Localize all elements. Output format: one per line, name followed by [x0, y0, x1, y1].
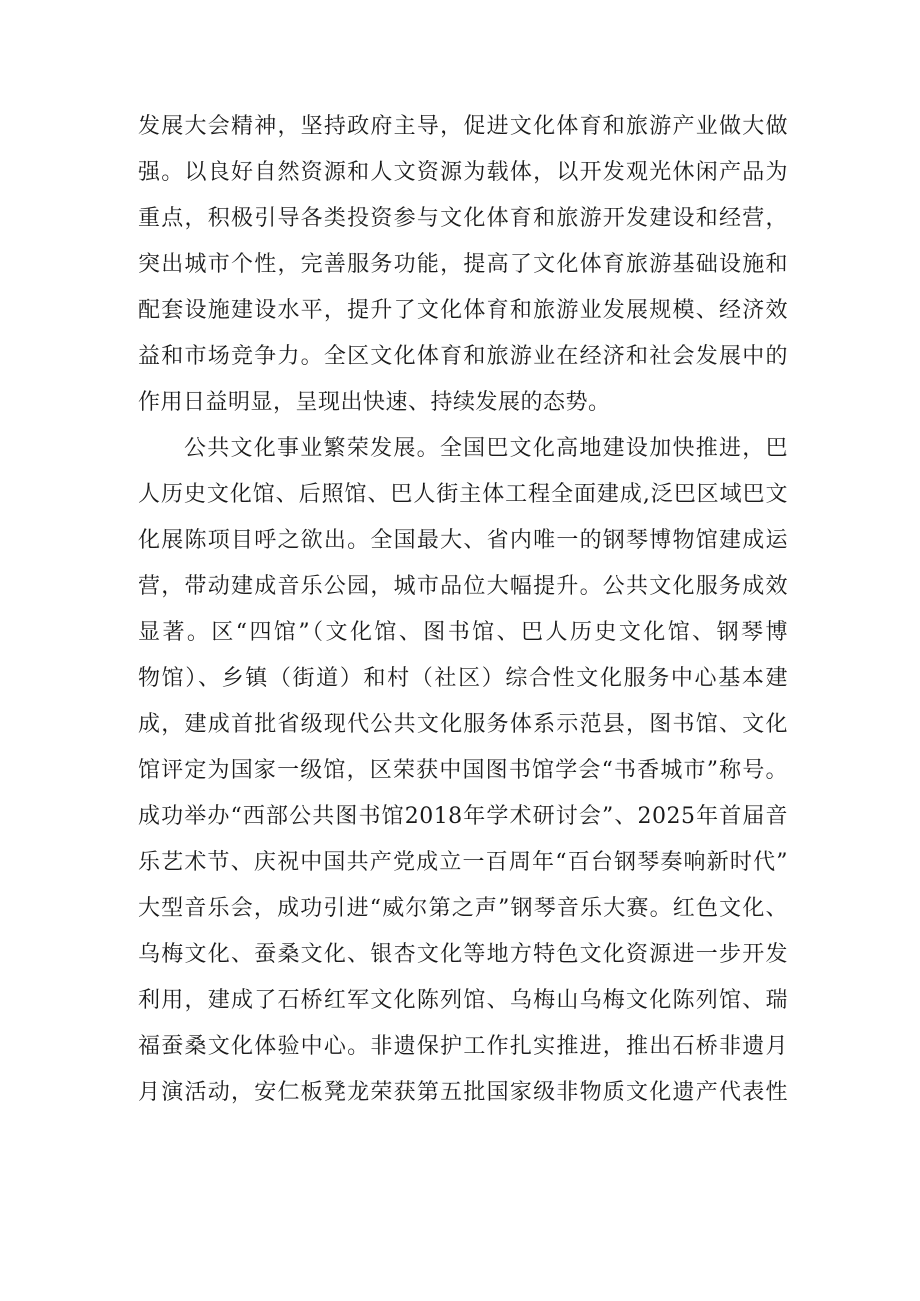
text-line: 乌梅文化、蚕桑文化、银杏文化等地方特色文化资源进一步开发 — [138, 942, 788, 967]
text-line: 益和市场竞争力。全区文化体育和旅游业在经济和社会发展中的 — [138, 344, 788, 369]
text-line: 显著。区“四馆”（文化馆、图书馆、巴人历史文化馆、钢琴博 — [138, 620, 788, 645]
text-line: 配套设施建设水平，提升了文化体育和旅游业发展规模、经济效 — [138, 298, 788, 323]
text-line: 大型音乐会，成功引进“威尔第之声”钢琴音乐大赛。红色文化、 — [138, 896, 788, 921]
text-line: 公共文化事业繁荣发展。全国巴文化高地建设加快推进，巴 — [184, 436, 788, 461]
text-line: 作用日益明显，呈现出快速、持续发展的态势。 — [138, 390, 611, 415]
paragraph-2 — [138, 426, 788, 1116]
text-line: 强。以良好自然资源和人文资源为载体，以开发观光休闲产品为 — [138, 160, 788, 185]
text-line: 重点，积极引导各类投资参与文化体育和旅游开发建设和经营， — [138, 206, 788, 231]
document-body — [138, 104, 788, 1116]
text-line: 物馆）、乡镇（街道）和村（社区）综合性文化服务中心基本建 — [138, 666, 788, 691]
text-line: 发展大会精神，坚持政府主导，促进文化体育和旅游产业做大做 — [138, 114, 788, 139]
text-line: 化展陈项目呼之欲出。全国最大、省内唯一的钢琴博物馆建成运 — [138, 528, 788, 553]
text-line: 营，带动建成音乐公园，城市品位大幅提升。公共文化服务成效 — [138, 574, 788, 599]
text-line: 突出城市个性，完善服务功能，提高了文化体育旅游基础设施和 — [138, 252, 788, 277]
text-line: 馆评定为国家一级馆，区荣获中国图书馆学会“书香城市”称号。 — [138, 758, 788, 783]
text-line: 利用，建成了石桥红军文化陈列馆、乌梅山乌梅文化陈列馆、瑞 — [138, 988, 788, 1013]
text-line: 人历史文化馆、后照馆、巴人街主体工程全面建成,泛巴区域巴文 — [138, 482, 788, 507]
paragraph-1 — [138, 104, 788, 426]
text-line: 月演活动，安仁板凳龙荣获第五批国家级非物质文化遗产代表性 — [138, 1080, 788, 1105]
text-line: 乐艺术节、庆祝中国共产党成立一百周年“百台钢琴奏响新时代” — [138, 850, 788, 875]
text-line: 成功举办“西部公共图书馆2018年学术研讨会”、2025年首届音 — [138, 804, 788, 829]
text-line: 成，建成首批省级现代公共文化服务体系示范县，图书馆、文化 — [138, 712, 788, 737]
text-line: 福蚕桑文化体验中心。非遗保护工作扎实推进，推出石桥非遗月 — [138, 1034, 788, 1059]
